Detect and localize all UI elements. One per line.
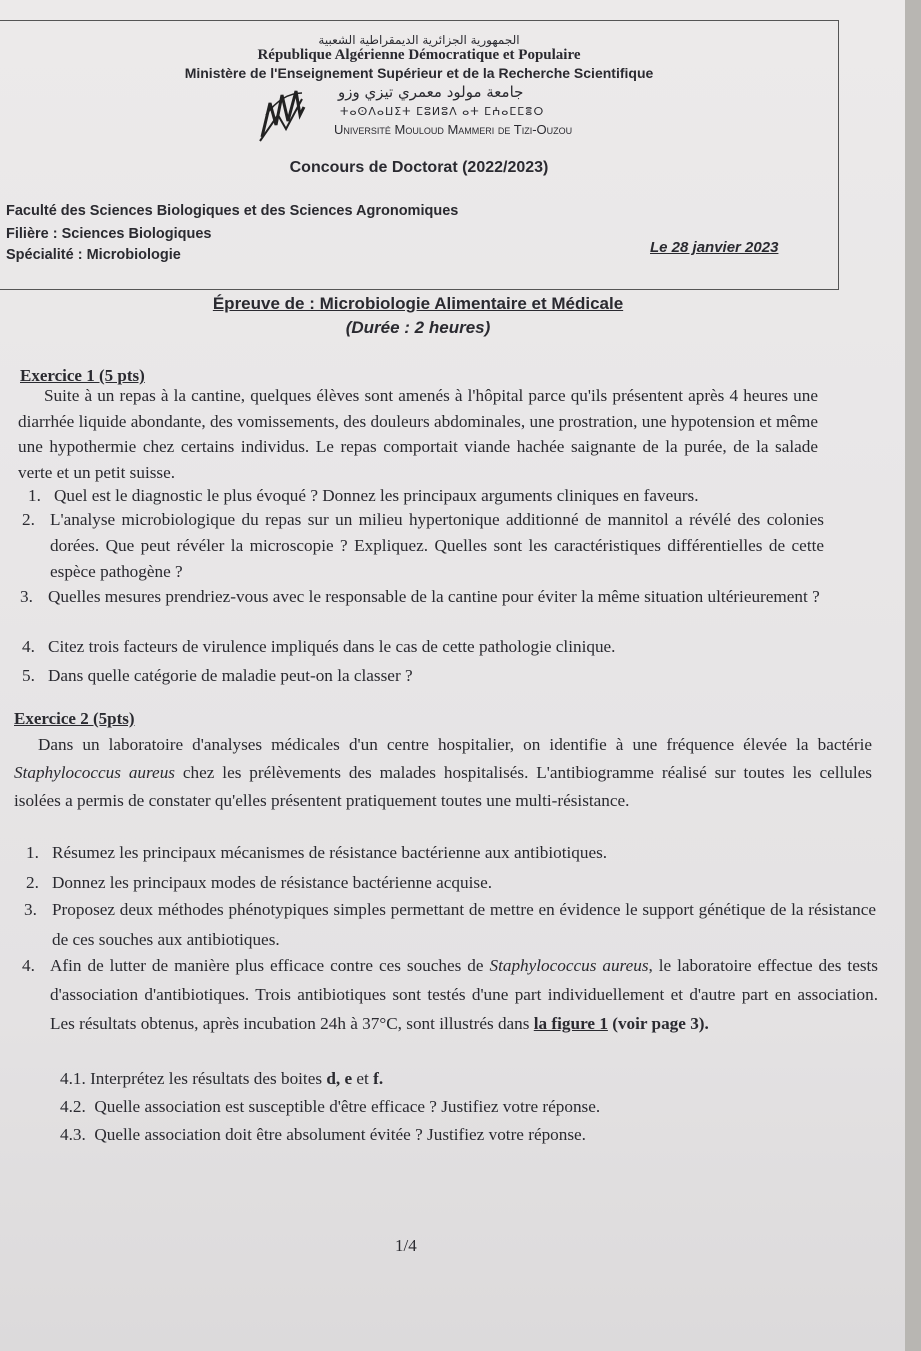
ex2-subquestion-4-1 bbox=[60, 1066, 383, 1092]
exercise-1-intro: Suite à un repas à la cantine, quelques élèves sont amenés à l'hôpital parce qu'ils présentent après 4 heures une diarrhée liquide abondante, des vomissements, des douleurs abdominales, une prostration, une hypotension et même une hypothermie chez certains individus. Le repas comportait viande hachée saignante de la purée, de la salade verte et un petit suisse. bbox=[18, 386, 818, 482]
question-number: 1. bbox=[26, 843, 39, 862]
republic-line: République Algérienne Démocratique et Populaire bbox=[257, 47, 581, 63]
exercise-2-title: Exercice 2 (5pts) bbox=[14, 709, 135, 728]
question-text: Dans quelle catégorie de maladie peut-on la classer ? bbox=[48, 666, 413, 685]
figure-reference: la figure 1 bbox=[533, 1014, 608, 1033]
q4-part-3: (voir page 3). bbox=[607, 1014, 709, 1033]
ex1-question-2 bbox=[22, 507, 824, 585]
box-f: f. bbox=[373, 1069, 384, 1088]
question-number: 1. bbox=[28, 486, 41, 505]
question-number: 2. bbox=[26, 873, 39, 892]
question-number: 4. bbox=[22, 637, 35, 656]
arabic-republic-line: الجمهورية الجزائرية الديمقراطية الشعبية bbox=[318, 33, 520, 47]
ex1-question-4 bbox=[22, 634, 615, 660]
filiere-line: Filière : Sciences Biologiques bbox=[6, 226, 212, 242]
question-text: Proposez deux méthodes phénotypiques simples permettant de mettre en évidence le support génétique de la résistance de ces souches aux antibiotiques. bbox=[52, 900, 876, 949]
exercise-2-intro bbox=[14, 731, 872, 815]
specialite-line: Spécialité : Microbiologie bbox=[6, 247, 181, 263]
ex2-subquestion-4-2 bbox=[60, 1094, 600, 1120]
question-number: 3. bbox=[24, 900, 37, 919]
intro-part-2: chez les prélèvements des malades hospitalisés. L'antibiogramme réalisé sur toutes les cellules isolées a permis de constater qu'elles présentent pratiquement toutes une multi-résistance. bbox=[14, 763, 872, 810]
university-tifinagh-name: ⵜⴰⵙⴷⴰⵡⵉⵜ ⵎⵓⵍⵓⴷ ⴰⵜ ⵎⵄⴰⵎⵎⴻⵔ bbox=[340, 105, 545, 118]
exam-duration: (Durée : 2 heures) bbox=[345, 318, 491, 337]
question-number: 5. bbox=[22, 666, 35, 685]
q4-part-2: , le laboratoire effectue des tests d'association d'antibiotiques. Trois antibiotiques sont testés d'une part individuellement et d'autre part en association. Les résultats obtenus, après incubation 24h à 37°C, sont illustrés dans bbox=[50, 956, 878, 1033]
university-logo-icon bbox=[256, 85, 308, 143]
exam-title bbox=[0, 294, 836, 314]
university-french-name: Université Mouloud Mammeri de Tizi-Ouzou bbox=[334, 122, 573, 137]
boxes-de: d, e bbox=[326, 1069, 353, 1088]
q4-part-1: Afin de lutter de manière plus efficace contre ces souches de bbox=[50, 956, 490, 975]
exam-title-text: Épreuve de : Microbiologie Alimentaire et Médicale bbox=[212, 294, 624, 313]
intro-part-1: Dans un laboratoire d'analyses médicales d'un centre hospitalier, on identifie à une fréquence élevée la bactérie bbox=[38, 735, 872, 754]
ex2-question-4 bbox=[22, 951, 878, 1038]
ex1-question-3 bbox=[20, 584, 828, 610]
contest-title: Concours de Doctorat (2022/2023) bbox=[289, 159, 549, 176]
ex2-question-3 bbox=[24, 895, 876, 955]
subquestion-mid: et bbox=[352, 1069, 374, 1088]
ex1-question-1 bbox=[28, 483, 699, 509]
exercise-1-title: Exercice 1 (5 pts) bbox=[20, 366, 145, 385]
question-number: 4. bbox=[22, 956, 35, 975]
species-name: Staphylococcus aureus bbox=[489, 956, 649, 975]
question-text: Citez trois facteurs de virulence impliqués dans le cas de cette pathologie clinique. bbox=[48, 637, 616, 656]
university-arabic-name: جامعة مولود معمري تيزي وزو bbox=[338, 83, 524, 101]
subquestion-number: 4.3. bbox=[60, 1125, 86, 1144]
question-number: 2. bbox=[22, 510, 35, 529]
subquestion-text: Quelle association doit être absolument évitée ? Justifiez votre réponse. bbox=[94, 1125, 586, 1144]
ex2-subquestion-4-3 bbox=[60, 1122, 586, 1148]
next-sheet-edge bbox=[905, 0, 921, 1351]
ministry-line: Ministère de l'Enseignement Supérieur et de la Recherche Scientifique bbox=[184, 65, 654, 81]
subquestion-text: Interprétez les résultats des boites bbox=[90, 1069, 327, 1088]
subquestion-text: Quelle association est susceptible d'être efficace ? Justifiez votre réponse. bbox=[94, 1097, 601, 1116]
question-text: Donnez les principaux modes de résistance bactérienne acquise. bbox=[52, 873, 493, 892]
header-box bbox=[0, 20, 839, 290]
page-number: 1/4 bbox=[395, 1236, 417, 1255]
subquestion-number: 4.2. bbox=[60, 1097, 86, 1116]
question-text: Quelles mesures prendriez-vous avec le responsable de la cantine pour éviter la même situation ultérieurement ? bbox=[48, 587, 820, 606]
subquestion-number: 4.1. bbox=[60, 1069, 86, 1088]
question-number: 3. bbox=[20, 587, 33, 606]
ex1-question-5 bbox=[22, 663, 413, 689]
species-name: Staphylococcus aureus bbox=[14, 763, 175, 782]
question-text: Résumez les principaux mécanismes de résistance bactérienne aux antibiotiques. bbox=[52, 843, 608, 862]
exam-date: Le 28 janvier 2023 bbox=[650, 239, 779, 256]
question-text: L'analyse microbiologique du repas sur un milieu hypertonique additionné de mannitol a révélé des colonies dorées. Que peut révéler la microscopie ? Expliquez. Quelles sont les caractéristiques différentielles de cette espèce pathogène ? bbox=[50, 510, 824, 581]
faculty-line: Faculté des Sciences Biologiques et des Sciences Agronomiques bbox=[6, 203, 459, 219]
question-text: Quel est le diagnostic le plus évoqué ? Donnez les principaux arguments cliniques en faveurs. bbox=[54, 486, 699, 505]
ex2-question-2 bbox=[26, 870, 492, 896]
ex2-question-1 bbox=[26, 840, 607, 866]
